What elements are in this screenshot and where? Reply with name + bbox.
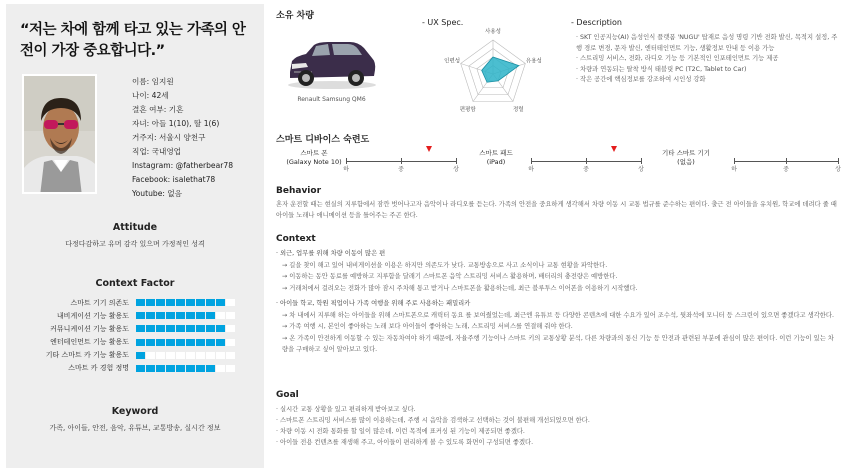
context-group-head: · 아이들 학교, 학원 픽업이나 가족 여행을 위해 주로 사용하는 패밀리카 [276,300,471,307]
context-factor-cell [176,312,185,319]
device-label [646,149,726,167]
profile-age: 나이: 42세 [132,91,169,100]
context-factor-cell [196,339,205,346]
goal-item: · 차량 이동 시 전화 통화를 할 일이 많은데, 이런 목적에 표커싱 된 기능이 제공되면 좋겠다. [276,428,525,435]
context-factor-cell [146,339,155,346]
keyword-title: Keyword [111,406,159,417]
radar-axis-label: 인편성 [444,58,461,65]
goal-title: Goal [276,390,299,400]
context-factor-cell [146,312,155,319]
context-factor-cell [156,325,165,332]
context-item: → 길을 찾이 해고 있어 내비게이션을 이용은 하지만 의존도가 낮다. 교통방송으로 사고 소식이나 교통 현황을 파악한다. [282,261,608,269]
context-factor-label: 엔터테인먼트 기능 활용도 [50,338,129,347]
context-factor-cell [166,339,175,346]
context-item: → 가족 여행 시, 본인이 좋아하는 노래 보다 아이들이 좋아하는 노래, 스트리밍 서비스를 연결해 줘야 한다. [282,323,573,330]
profile-children: 자녀: 아들 1(10), 딸 1(6) [132,119,220,128]
persona-panel [6,4,264,468]
device-model: (Galaxy Note 10) [286,158,342,166]
device-scale-label: 중 [583,166,589,173]
context-factor-cell [136,299,145,306]
description-item: · 스트리밍 서비스, 전화, 라디오 기능 등 기본적인 인포테인먼트 기능 제공 [576,55,779,62]
context-factor-cell [206,325,215,332]
context-item: → 거래처에서 걸려오는 전화가 많아 잠시 주차해 통고 받거나 스마트폰을 활용하는데, 최근 블루투스 이어폰을 이용하기 시작했다. [282,284,638,292]
context-factor-row [16,297,256,309]
profile-instagram: Instagram: @fatherbear78 [132,161,234,170]
car-caption: Renault Samsung QM6 [297,96,366,103]
device-level-marker [426,146,432,152]
context-factor-bar [136,325,235,332]
context-factor-cell [196,299,205,306]
context-factor-cell [186,339,195,346]
context-factor-cell [136,339,145,346]
ux-spec-title: - UX Spec. [422,18,464,27]
description-item: · 작은 공간에 핵심정보를 강조하여 시인성 강화 [576,76,706,83]
device-model: (iPad) [486,158,506,166]
context-factor-row [16,362,256,374]
context-factor-cell [186,312,195,319]
context-factor-cell [166,299,175,306]
keyword-text: 가족, 아이들, 안전, 음악, 유튜브, 교통방송, 실시간 정보 [49,424,221,432]
context-factor-bar [136,312,235,319]
device-scale-label: 하 [731,166,737,173]
context-factor-cell [136,312,145,319]
context-factor-label: 스마트 카 경험 정명 [68,364,129,373]
context-factor-cell [206,352,215,359]
context-factor-cell [206,365,215,372]
context-factor-label: 내비게이션 기능 활용도 [56,311,129,320]
context-title: Context [276,234,316,244]
radar-axis-label: 편평함 [459,106,476,113]
goal-item: · 실시간 교통 상황을 있고 편리하게 받아보고 싶다. [276,406,416,413]
context-factor-cell [186,365,195,372]
context-factor-cell [216,325,225,332]
persona-photo [22,74,97,194]
context-factor-label: 기타 스마트 카 기능 활용도 [45,351,129,360]
radar-axis-label: 사용성 [485,29,501,35]
context-factor-cell [136,325,145,332]
context-factor-cell [176,339,185,346]
context-factor-row [16,349,256,361]
context-factor-cell [196,312,205,319]
context-item: → 차 내에서 지루해 하는 아이들을 위해 스마트폰으로 캐릭터 동요 를 보여줬었는데, 최근엔 유튜브 등 다양한 콘텐츠에 대한 수요가 있어 조수석, 뒷좌석에 모니터 등 스크린이 있으면 좋겠다고 생각한다. [282,311,834,319]
context-factor-cell [196,352,205,359]
attitude-text: 다정다감하고 유머 감각 있으며 가정적인 성격 [65,240,205,248]
context-factor-cell [216,352,225,359]
device-scale-label: 중 [783,166,789,173]
smart-device-scales [276,146,841,176]
device-name: 기타 스마트 기기 [661,149,711,157]
device-label [466,149,526,167]
context-factor-cell [196,365,205,372]
device-scale-label: 하 [343,166,349,173]
car-section-title: 소유 차량 [276,11,314,21]
context-factor-label: 커뮤니케이션 기능 활용도 [50,324,129,333]
context-factor-row [16,323,256,335]
context-factor-cell [206,339,215,346]
device-model: (없음) [677,158,695,166]
device-scale-label: 중 [398,166,404,173]
context-factor-row [16,310,256,322]
context-item: → 온 가족이 안전하게 이동할 수 있는 자동차여야 하기 때문에, 자율주행 기능이나 스마트 키의 교통상황 분석, 다른 차량과의 통신 기능 등 안전과 관련된 부분에 관심이 많은 편이다. 이런 기능이 있는 차량을 구매하고 싶어 알아보고 있다. [282,334,834,353]
context-factor-cell [226,352,235,359]
context-factor-label: 스마트 기기 의존도 [70,298,129,307]
context-factor-cell [166,325,175,332]
context-factor-cell [226,365,235,372]
context-factor-cell [186,325,195,332]
description-item: · SKT 인공지능(AI) 음성인식 플랫폼 'NUGU' 탑재로 음성 명령 기반 전화 발신, 목적지 설정, 주행 경로 변경, 문자 발신, 엔터테인먼트 기능, 생활정보 안내 등 이용 가능 [576,34,838,52]
ux-spec-radar [438,20,548,124]
context-factor-cell [176,352,185,359]
radar-axis-label: 정렬 [512,106,524,113]
behavior-text: 혼자 운전할 때는 현실의 지루함에서 잠깐 벗어나고자 음악이나 라디오를 듣는다. 가족의 안전을 중요하게 생각해서 차량 이동 시 교통 법규를 준수하는 편이다. 출근 전 아이들을 유치원, 학교에 데려다 줄 때 아이들 노래나 애니메이션 등을 틀어주는 주곤 한다. [276,201,837,219]
context-factor-cell [136,365,145,372]
device-name: 스마트 패드 [479,149,513,157]
profile-facebook: Facebook: isalethat78 [132,175,216,184]
context-factor-cell [186,352,195,359]
context-factor-cell [226,299,235,306]
context-factor-bar [136,339,235,346]
context-factor-row [16,336,256,348]
context-factor-cell [156,352,165,359]
context-factor-cell [216,299,225,306]
context-factor-cell [216,339,225,346]
context-factor-cell [156,312,165,319]
context-factor-cell [186,299,195,306]
context-factor-cell [196,325,205,332]
persona-profile [132,75,262,201]
context-factor-cell [216,365,225,372]
goal-item: · 스마트폰 스트리밍 서비스를 많이 이용하는데, 주행 시 음악을 검색하고 선택하는 것이 불편해 개선되었으면 한다. [276,417,590,424]
details-panel [270,0,844,472]
context-factor-title: Context Factor [95,278,175,289]
persona-quote: “저는 차에 함께 타고 있는 가족의 안전이 가장 중요합니다.” [20,22,246,59]
attitude-title: Attitude [112,222,158,233]
device-label [284,149,344,167]
context-factor-cell [226,325,235,332]
context-factor-cell [206,299,215,306]
device-scale-label: 하 [528,166,534,173]
context-factor-cell [176,299,185,306]
context-factor-bar [136,365,235,372]
context-factor-cell [156,365,165,372]
context-factor-bar [136,352,235,359]
smart-device-title: 스마트 디바이스 숙련도 [276,135,370,145]
goal-list [276,404,838,448]
device-scale-label: 상 [835,166,841,173]
description-list [576,33,838,86]
profile-job: 직업: 국내영업 [132,147,181,156]
context-factor-cell [156,299,165,306]
profile-name: 이름: 임지원 [132,77,174,86]
context-factor-bar [136,299,235,306]
context-factor-cell [226,312,235,319]
context-factor-cell [136,352,145,359]
context-factor-cell [156,339,165,346]
device-level-marker [611,146,617,152]
profile-residence: 거주지: 서울시 양천구 [132,133,206,142]
context-factor-list [16,297,256,376]
device-name: 스마트 폰 [300,149,328,157]
context-item: → 이동하는 동안 동료를 예방하고 지루함을 달래기 스마트폰 음악 스트리밍 서비스 활용하며, 배터리의 충전량은 예방한다. [282,273,618,280]
context-factor-cell [216,312,225,319]
context-factor-cell [146,299,155,306]
description-item: · 차량과 연동되는 탈착 방식 태블릿 PC (T2C, Tablet to Car) [576,65,747,73]
context-factor-cell [166,352,175,359]
car-image [284,34,379,92]
context-factor-cell [166,365,175,372]
context-group-head: · 외근, 업무를 위해 차량 이동이 많은 편 [276,250,386,257]
context-list [276,248,838,356]
context-factor-cell [146,352,155,359]
profile-marital-status: 결혼 여부: 기혼 [132,105,184,114]
radar-axis-label: 유용성 [525,58,542,65]
device-scale-label: 상 [638,166,644,173]
behavior-title: Behavior [276,186,322,196]
goal-item: · 아이들 전용 컨텐츠를 재생해 주고, 아이들이 편리하게 볼 수 있도록 화면이 구성되면 좋겠다. [276,439,534,446]
context-factor-cell [176,325,185,332]
context-factor-cell [176,365,185,372]
context-factor-cell [146,325,155,332]
description-title: - Description [571,18,622,27]
context-factor-cell [166,312,175,319]
profile-youtube: Youtube: 없음 [132,189,183,198]
device-scale-label: 상 [453,166,459,173]
context-factor-cell [206,312,215,319]
context-factor-cell [146,365,155,372]
context-factor-cell [226,339,235,346]
